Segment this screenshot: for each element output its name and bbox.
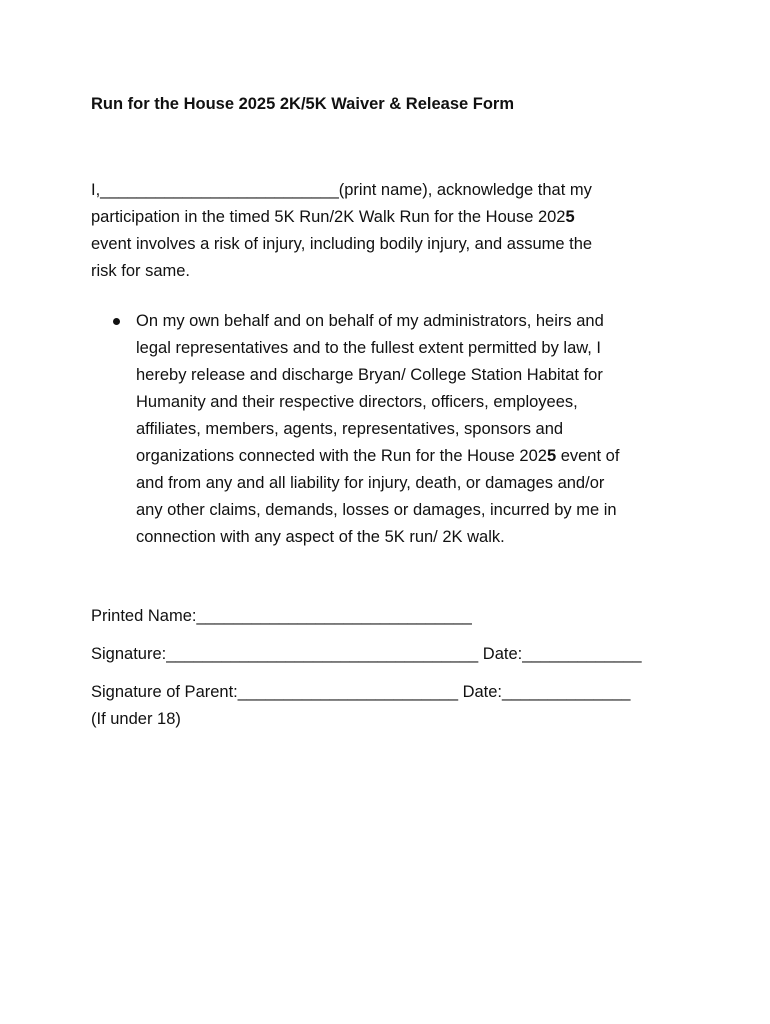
paragraph-line: event involves a risk of injury, including bodily injury, and assume the: [91, 235, 593, 253]
bullet-line: On my own behalf and on behalf of my administrators, heirs and: [136, 312, 604, 330]
bullet-line: hereby release and discharge Bryan/ College Station Habitat for: [136, 366, 603, 384]
bullet-line-bold-digit: 5: [546, 447, 557, 465]
bullet-line: affiliates, members, agents, representatives, sponsors and: [136, 420, 564, 438]
bullet-line: and from any and all liability for injury, death, or damages and/or: [136, 474, 605, 492]
acknowledgement-paragraph: [91, 177, 681, 285]
bullet-line-text: organizations connected with the Run for the House 202: [136, 447, 547, 465]
paragraph-line: [91, 204, 681, 231]
parent-signature-date-field[interactable]: Signature of Parent:________________________ Date:______________: [91, 683, 631, 701]
bullet-line: [136, 443, 691, 470]
bullet-dot-icon: [113, 318, 120, 325]
release-bullet-list: [91, 308, 691, 551]
release-bullet-item: [91, 308, 691, 551]
bullet-line-text: event of: [556, 447, 620, 465]
parent-note: (If under 18): [91, 710, 181, 728]
bullet-line: connection with any aspect of the 5K run/ 2K walk.: [136, 528, 505, 546]
paragraph-line-text: participation in the timed 5K Run/2K Walk Run for the House 202: [91, 208, 566, 226]
signature-date-field[interactable]: Signature:__________________________________ Date:_____________: [91, 645, 642, 663]
bullet-line: legal representatives and to the fullest extent permitted by law, I: [136, 339, 602, 357]
paragraph-line: risk for same.: [91, 262, 191, 280]
bullet-line: Humanity and their respective directors, officers, employees,: [136, 393, 578, 411]
form-title: Run for the House 2025 2K/5K Waiver & Release Form: [91, 95, 515, 113]
paragraph-line: I,__________________________(print name), acknowledge that my: [91, 181, 592, 199]
bullet-line: any other claims, demands, losses or damages, incurred by me in: [136, 501, 617, 519]
printed-name-field[interactable]: Printed Name:______________________________: [91, 607, 472, 625]
paragraph-line-bold-digit: 5: [565, 208, 575, 226]
